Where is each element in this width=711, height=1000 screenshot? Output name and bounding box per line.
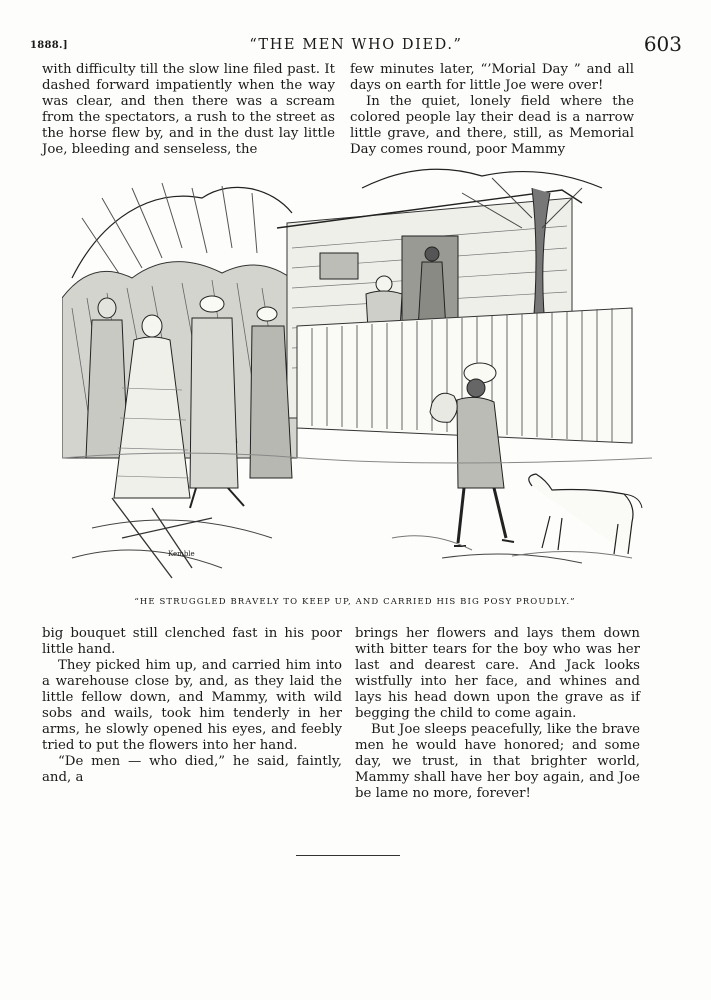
paragraph: big bouquet still clenched fast in his poor little hand.	[42, 626, 342, 657]
column-top-right	[350, 62, 634, 158]
paragraph: “De men — who died,” he said, faintly, and, a	[42, 754, 342, 785]
illustration	[62, 158, 652, 596]
header-year: 1888.]	[30, 40, 68, 51]
column-top-left	[42, 62, 335, 158]
paragraph: few minutes later, “’Morial Day ” and all days on earth for little Joe were over!	[350, 62, 634, 93]
paragraph: with difficulty till the slow line filed past. It dashed forward impatiently when the way was clear, and then there was a scream from the spectators, a rush to the street as the horse flew by, and in the dust lay little Joe, bleeding and senseless, the	[42, 62, 335, 157]
column-bottom-right	[355, 626, 640, 802]
illustration-signature: Kemble	[168, 550, 195, 558]
figure-caption: “HE STRUGGLED BRAVELY TO KEEP UP, AND CARRIED HIS BIG POSY PROUDLY.”	[134, 597, 576, 607]
paragraph: In the quiet, lonely field where the colored people lay their dead is a narrow little grave, and there, still, as Memorial Day comes round, poor Mammy	[350, 94, 634, 157]
end-rule	[296, 855, 400, 856]
paragraph: But Joe sleeps peacefully, like the brave men he would have honored; and some day, we trust, in that brighter world, Mammy shall have her boy again, and Joe be lame no more, forever!	[355, 722, 640, 801]
header-title: “THE MEN WHO DIED.”	[249, 37, 463, 53]
running-header	[30, 32, 682, 60]
paragraph: They picked him up, and carried him into a warehouse close by, and, as they laid the little fellow down, and Mammy, with wild sobs and wails, took him tenderly in her arms, he slowly opened his eyes, and feebly tried to put the flowers into her hand.	[42, 658, 342, 753]
page-number: 603	[643, 32, 682, 56]
column-bottom-left	[42, 626, 342, 786]
paragraph: brings her flowers and lays them down with bitter tears for the boy who was her last and dearest care. And Jack looks wistfully into her face, and whines and lays his head down upon the grave as if begging the child to come again.	[355, 626, 640, 721]
